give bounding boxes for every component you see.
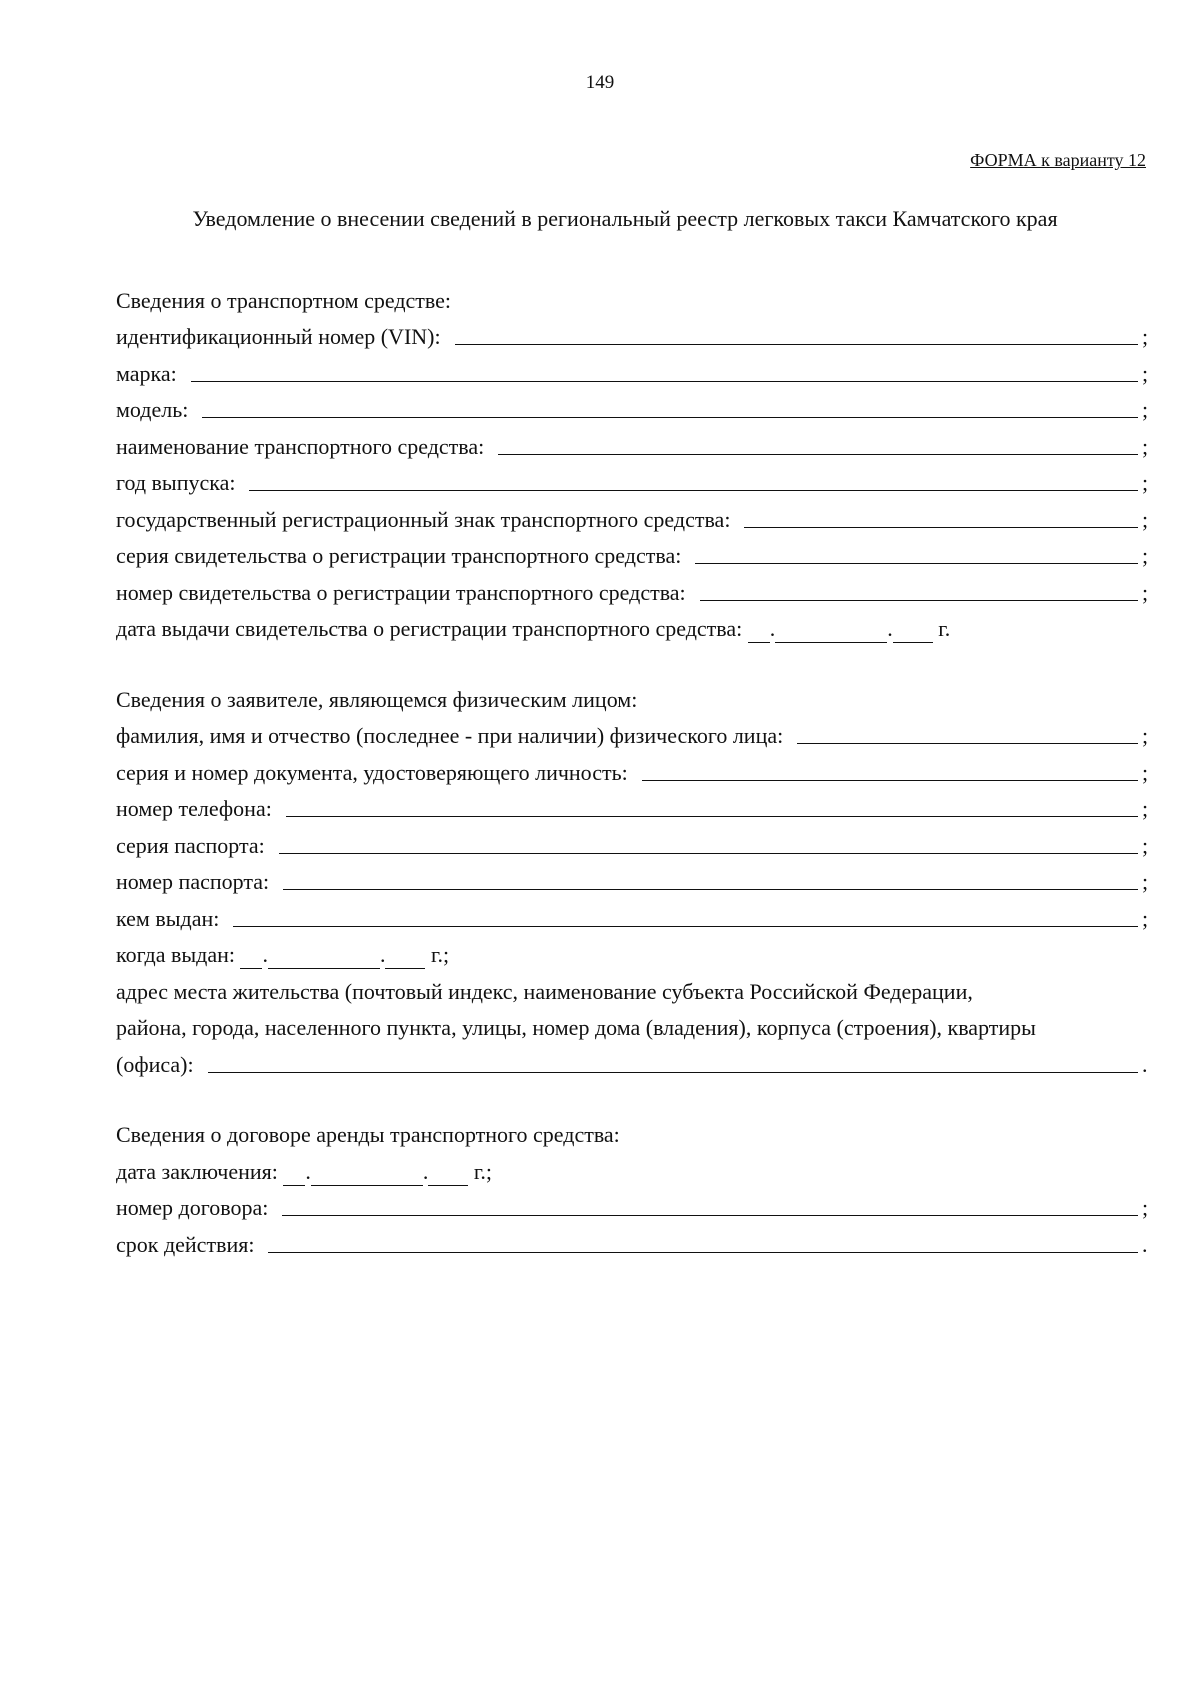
field-blank[interactable] [202,416,1138,418]
applicant-field-row [116,859,1148,896]
vehicle-section-heading: Сведения о транспортном средстве: [116,287,452,313]
year-blank[interactable] [893,642,933,643]
applicant-section-heading: Сведения о заявителе, являющемся физическим лицом: [116,686,638,712]
field-label: фамилия, имя и отчество (последнее - при наличии) физического лица: [116,723,784,748]
field-label: серия свидетельства о регистрации транспортного средства: [116,543,682,568]
field-label: государственный регистрационный знак транспортного средства: [116,506,731,532]
field-blank[interactable] [268,1251,1138,1253]
field-blank[interactable] [249,489,1138,491]
issued-when-row: когда выдан: . . г.; [116,942,450,967]
field-blank[interactable] [455,343,1138,345]
address-line-1: адрес места жительства (почтовый индекс, наименование субъекта Российской Федерации, [116,978,973,1004]
applicant-field-row [116,822,1148,859]
field-end-mark: ; [1142,796,1149,821]
field-label: срок действия: [116,1231,255,1257]
vehicle-issue-date-label: дата выдачи свидетельства о регистрации транспортного средства: [116,616,743,641]
year-suffix: г.; [430,942,450,967]
field-blank[interactable] [695,562,1138,564]
applicant-field-row [116,786,1148,823]
applicant-fields [116,713,1148,932]
field-label: идентификационный номер (VIN): [116,324,441,349]
issued-when-label: когда выдан: [116,942,235,967]
field-blank[interactable] [191,380,1138,382]
year-blank[interactable] [385,968,425,969]
vehicle-field-row [116,387,1148,424]
vehicle-field-row [116,569,1148,606]
field-blank[interactable] [498,453,1138,455]
field-blank[interactable] [797,742,1138,744]
field-end-mark: ; [1142,543,1149,568]
field-blank[interactable] [233,925,1138,927]
address-field-label: (офиса): [116,1051,194,1077]
day-blank[interactable] [240,968,262,969]
lease-fields [116,1185,1148,1258]
field-end-mark: . [1142,1231,1148,1257]
form-body [116,277,1148,1258]
field-label: кем выдан: [116,905,220,931]
lease-date-row: дата заключения: . . г.; [116,1158,493,1184]
vehicle-field-row [116,460,1148,497]
applicant-field-row [116,749,1148,786]
field-end-mark: ; [1142,324,1149,349]
field-end-mark: ; [1142,360,1149,386]
year-suffix: г.; [473,1158,493,1184]
field-label: марка: [116,360,177,386]
month-blank[interactable] [311,1185,423,1186]
applicant-field-row [116,895,1148,932]
applicant-field-row [116,713,1148,750]
day-blank[interactable] [748,642,770,643]
field-blank[interactable] [744,526,1138,528]
month-blank[interactable] [775,642,887,643]
month-blank[interactable] [268,968,380,969]
field-end-mark: ; [1142,905,1149,931]
field-end-mark: ; [1142,869,1149,894]
field-blank[interactable] [283,888,1138,890]
field-end-mark: ; [1142,759,1149,785]
field-label: наименование транспортного средства: [116,433,485,459]
field-blank[interactable] [286,815,1138,817]
field-label: номер свидетельства о регистрации транспортного средства: [116,579,686,605]
field-end-mark: ; [1142,470,1149,495]
vehicle-field-row [116,423,1148,460]
year-blank[interactable] [428,1185,468,1186]
form-reference: ФОРМА к варианту 12 [970,150,1146,170]
field-label: серия и номер документа, удостоверяющего личность: [116,759,628,785]
address-blank[interactable] [208,1071,1138,1073]
field-label: год выпуска: [116,470,236,495]
vehicle-fields [116,314,1148,606]
field-end-mark: ; [1142,506,1149,532]
vehicle-issue-date-row: дата выдачи свидетельства о регистрации транспортного средства: . . г. [116,616,951,641]
document-title: Уведомление о внесении сведений в региональный реестр легковых такси Камчатского края [192,206,1058,231]
vehicle-field-row [116,533,1148,570]
field-blank[interactable] [700,599,1138,601]
field-label: номер паспорта: [116,869,270,894]
field-label: номер телефона: [116,796,272,821]
page-number: 149 [585,72,615,93]
field-label: номер договора: [116,1195,269,1220]
address-field-row: (офиса): . [116,1051,1148,1077]
lease-date-label: дата заключения: [116,1158,278,1184]
field-end-mark: ; [1142,579,1149,605]
field-label: серия паспорта: [116,832,265,858]
field-end-mark: ; [1142,397,1149,422]
field-end-mark: ; [1142,723,1149,748]
lease-field-row [116,1185,1148,1222]
field-blank[interactable] [282,1214,1138,1216]
field-blank[interactable] [279,852,1138,854]
vehicle-field-row [116,496,1148,533]
year-suffix: г. [938,616,951,641]
field-blank[interactable] [642,779,1138,781]
vehicle-field-row [116,314,1148,351]
lease-section-heading: Сведения о договоре аренды транспортного средства: [116,1122,620,1147]
address-line-2: района, города, населенного пункта, улицы, номер дома (владения), корпуса (строения), квартиры [116,1015,1036,1040]
vehicle-field-row [116,350,1148,387]
day-blank[interactable] [283,1185,305,1186]
field-end-mark: ; [1142,1195,1149,1220]
field-label: модель: [116,397,189,422]
field-end-mark: ; [1142,832,1149,858]
lease-field-row [116,1221,1148,1258]
field-end-mark: ; [1142,433,1149,459]
